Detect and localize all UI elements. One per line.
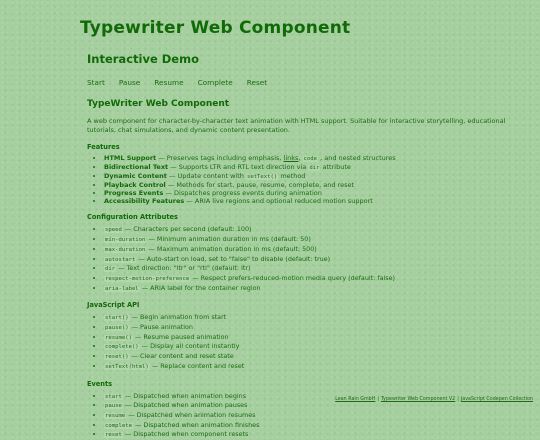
list-item: • HTML Support — Preserves tags including emphasis, links, code , and nested structures [104,155,520,164]
list-item: • autostart — Auto-start on load, set to "false" to disable (default: true) [104,255,520,265]
config-list [87,225,520,293]
list-item: • respect-motion-preference — Respect prefers-reduced-motion media query (default: false) [104,274,520,284]
page-subtitle: Interactive Demo [87,52,199,66]
config-heading: Configuration Attributes [87,213,178,222]
list-item: • aria-label — ARIA label for the container region [104,284,520,294]
list-item: • reset — Dispatched when component resets [104,430,520,440]
typewriter-output [87,99,520,440]
author-link[interactable]: Lean Rain GmbH [335,397,376,402]
feature-label: Bidirectional Text [104,162,169,171]
api-list [87,313,520,371]
list-item: • pause() — Pause animation [104,323,520,333]
demo-description: A web component for character-by-character text animation with HTML support. Suitable for interactive storytelling, educational tutorials, chat simulations, and dynamic content presentation. [87,117,506,134]
list-item: • reset() — Clear content and reset state [104,352,520,362]
list-item: • Bidirectional Text — Supports LTR and RTL text direction via dir attribute [104,164,520,173]
project-link[interactable]: Typewriter Web Component V2 [380,397,456,402]
demo-title: TypeWriter Web Component [87,99,230,109]
list-item: • speed — Characters per second (default: 100) [104,225,520,235]
list-item: • start — Dispatched when animation begins [104,392,520,402]
list-item: • start() — Begin animation from start [104,313,520,323]
list-item: • setText(html) — Replace content and reset [104,362,520,372]
events-heading: Events [87,379,113,388]
list-item: • Playback Control — Methods for start, pause, resume, complete, and reset [104,182,520,190]
feature-label: Progress Events [104,188,164,197]
feature-label: Playback Control [104,180,166,189]
start-button[interactable]: Start [87,78,105,87]
api-heading: JavaScript API [87,301,140,310]
page-title: Typewriter Web Component [80,18,351,38]
footer: Lean Rain GmbH | Typewriter Web Component V2 | JavaScript Codepen Collection [335,397,533,402]
features-list [87,155,520,205]
page [80,18,520,440]
list-item: • dir — Text direction: "ltr" or "rtl" (default: ltr) [104,264,520,274]
list-item: • resume() — Resume paused animation [104,333,520,343]
reset-button[interactable]: Reset [246,78,268,87]
feature-label: HTML Support [104,154,157,162]
list-item: • pause — Dispatched when animation pauses [104,401,520,411]
list-item: • Dynamic Content — Update content with setText() method [104,173,520,182]
list-item: • min-duration — Minimum animation duration in ms (default: 50) [104,235,520,245]
complete-button[interactable]: Complete [197,78,233,87]
list-item: • complete() — Display all content instantly [104,342,520,352]
list-item: • Accessibility Features — ARIA live regions and optional reduced motion support [104,198,520,206]
links-link[interactable]: links [283,154,299,162]
feature-label: Dynamic Content [104,171,167,180]
list-item: • Progress Events — Dispatches progress events during animation [104,190,520,198]
playback-toolbar [87,78,520,87]
pause-button[interactable]: Pause [118,78,141,87]
list-item: • resume — Dispatched when animation resumes [104,411,520,421]
features-heading: Features [87,143,120,151]
collection-link[interactable]: JavaScript Codepen Collection [460,397,533,402]
list-item: • complete — Dispatched when animation finishes [104,421,520,431]
feature-label: Accessibility Features [104,196,185,205]
resume-button[interactable]: Resume [154,78,184,87]
list-item: • max-duration — Maximum animation duration in ms (default: 500) [104,245,520,255]
